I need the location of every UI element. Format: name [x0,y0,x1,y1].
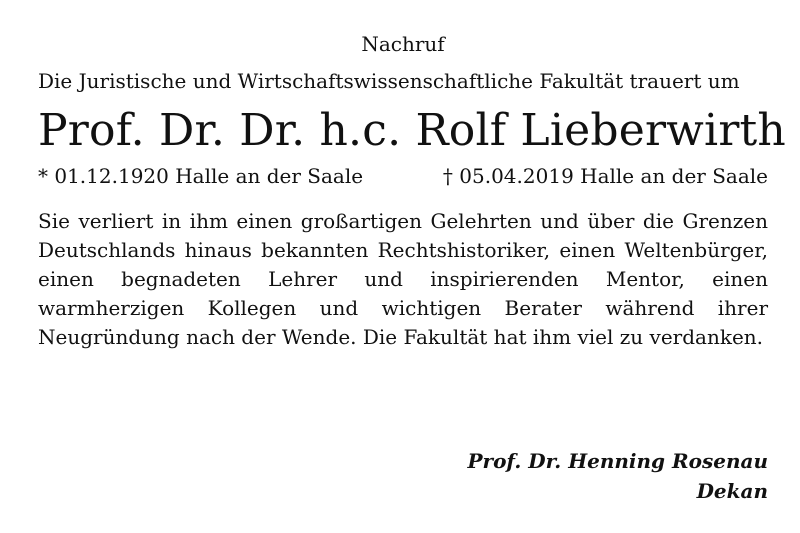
tribute-text: Sie verliert in ihm einen großartigen Gelehrten und über die Grenzen Deutschlands hinaus bekannten Rechtshistoriker, einen Weltenbürger, einen begnadeten Lehrer und inspirierenden Mentor, einen warmherzigen Kollegen und wichtigen Berater während ihrer Neugründung nach der Wende. Die Fakultät hat ihm viel zu verdanken. [38,209,768,349]
death-date: † 05.04.2019 Halle an der Saale [442,164,768,188]
life-dates [38,163,768,189]
notice-heading: Nachruf [361,32,445,56]
birth-date: * 01.12.1920 Halle an der Saale [38,164,364,188]
deceased-name: Prof. Dr. Dr. h.c. Rolf Lieberwirth [38,105,786,156]
signatory-name: Prof. Dr. Henning Rosenau [467,449,768,473]
intro-text: Die Juristische und Wirtschaftswissenschaftliche Fakultät trauert um [38,69,740,93]
signatory-title: Dekan [696,479,768,503]
signature-block [468,446,768,506]
